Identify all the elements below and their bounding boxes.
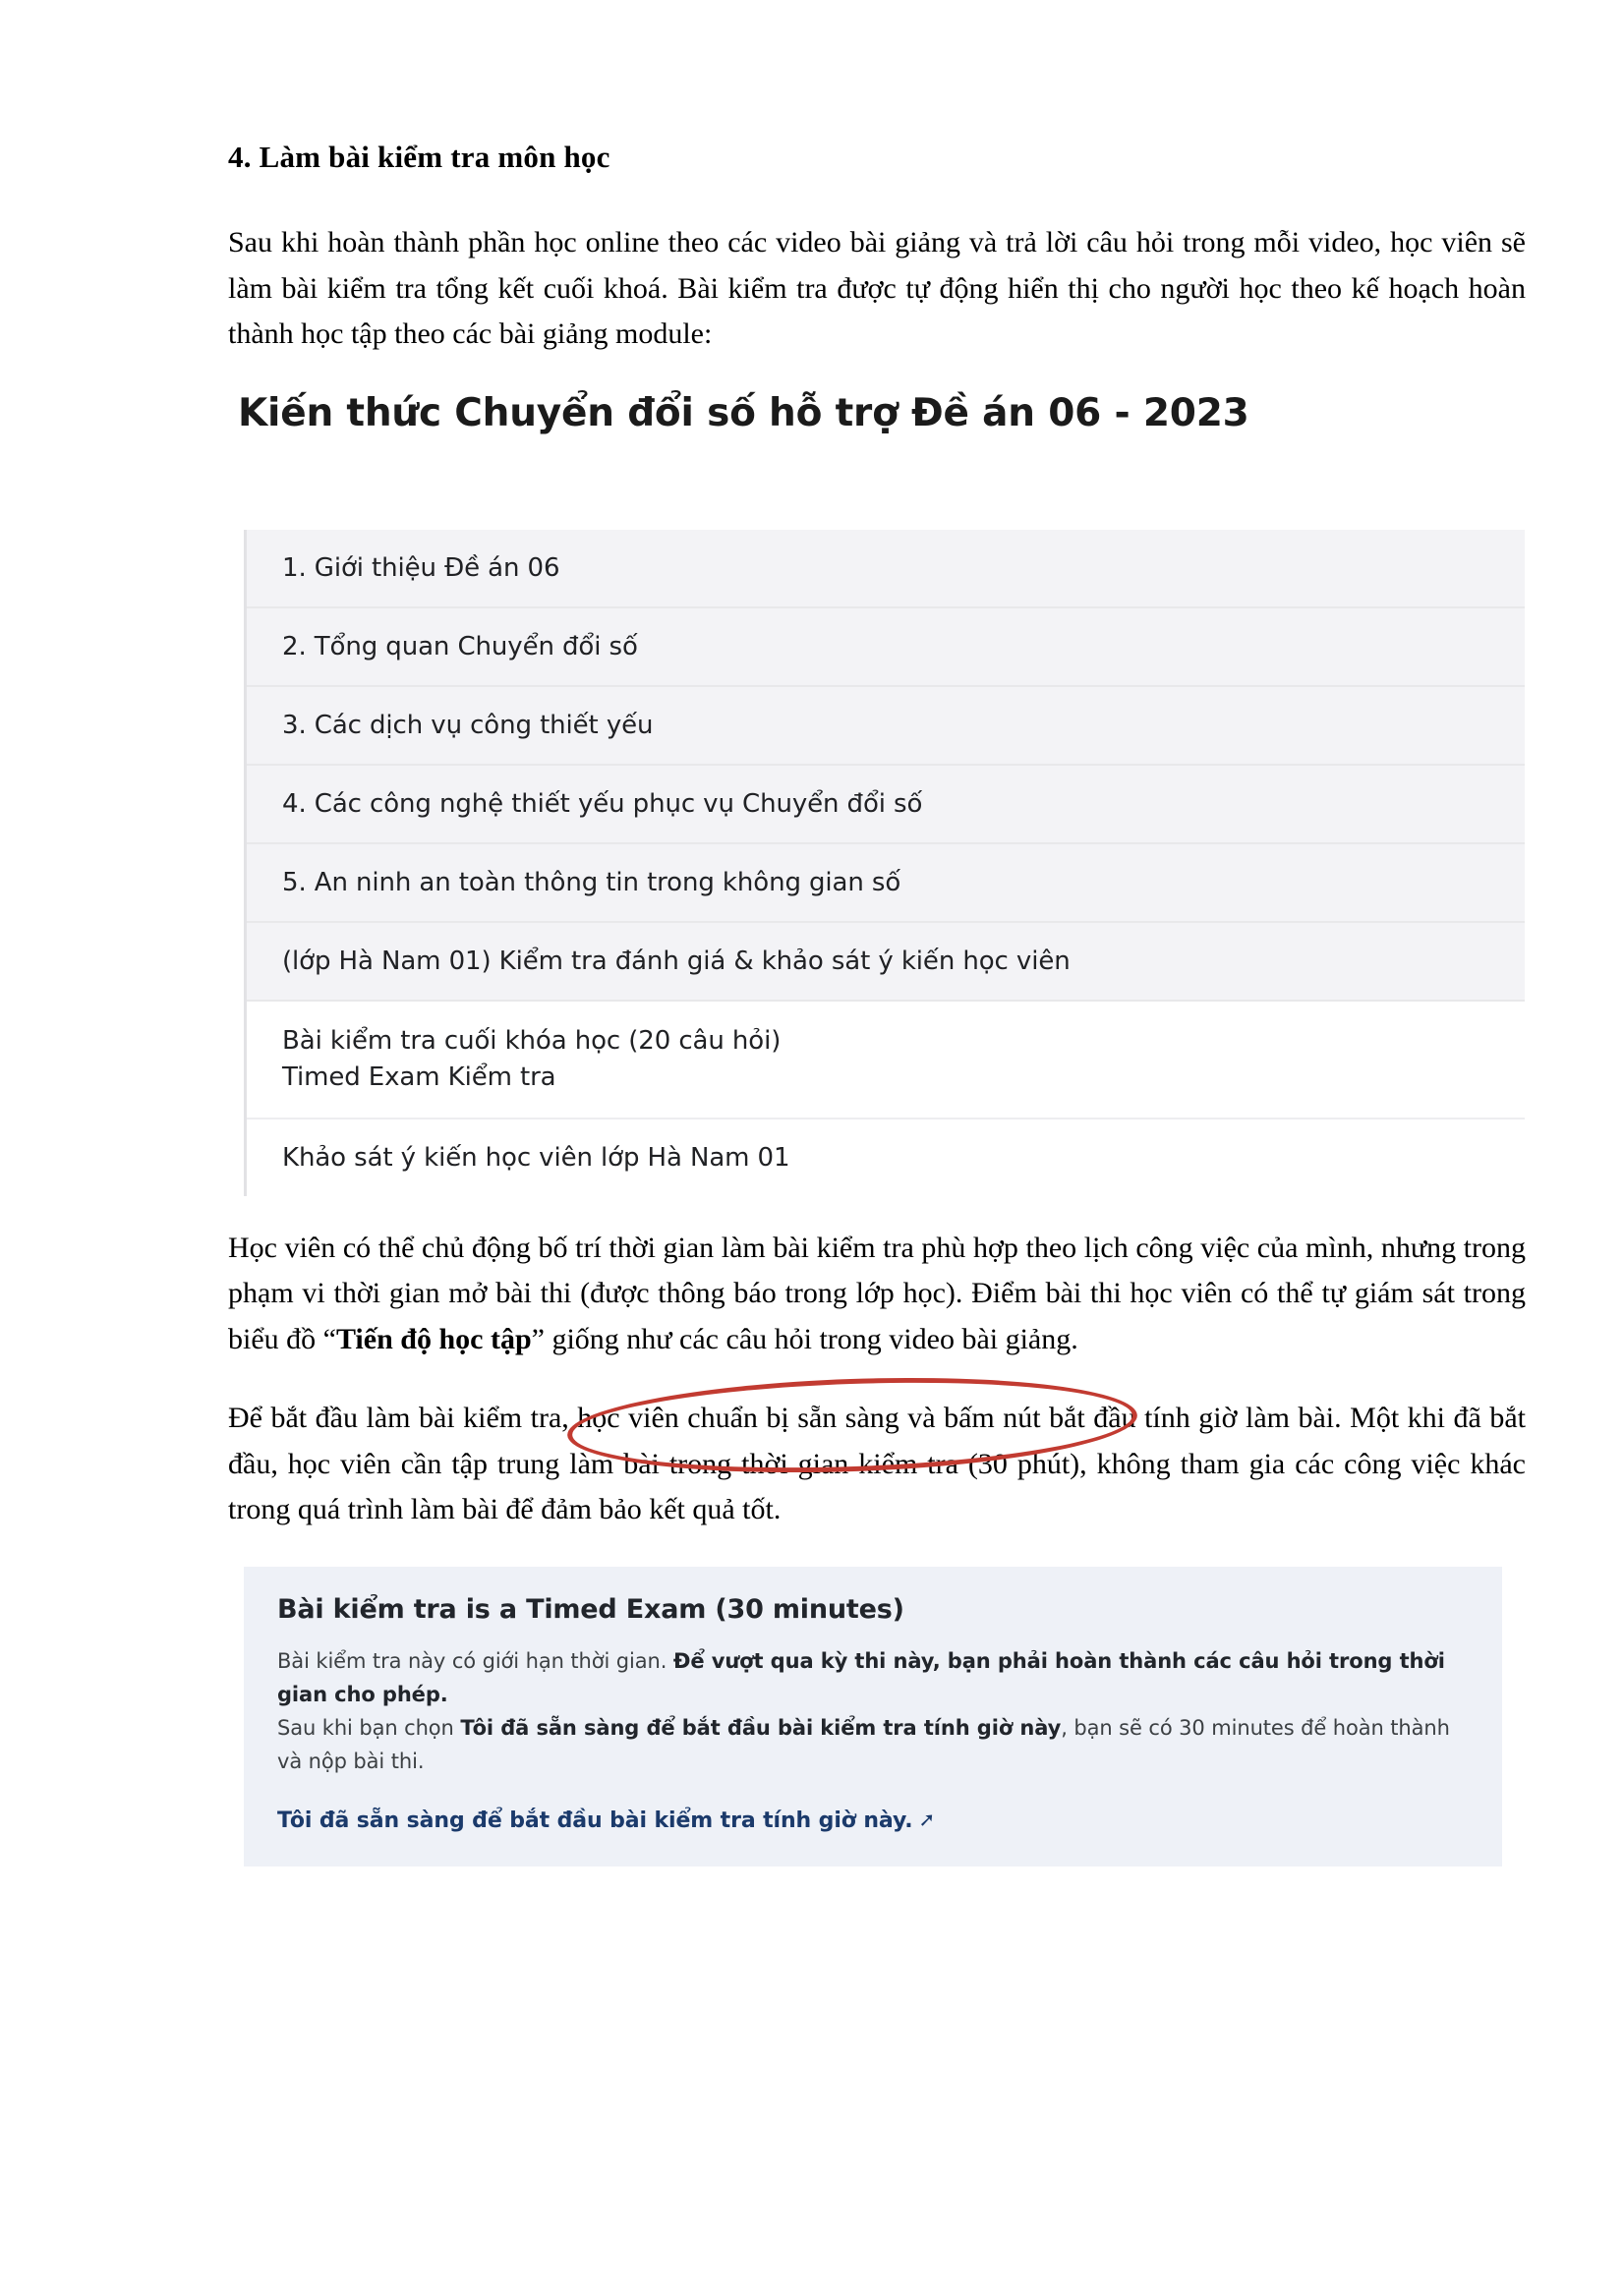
timed-exam-line1-bold: Để vượt qua kỳ thi này, bạn phải hoàn thành các câu hỏi trong thời gian cho phép. (277, 1648, 1445, 1706)
arrow-right-circle-icon: ➚ (918, 1807, 936, 1831)
list-item[interactable]: 5. An ninh an toàn thông tin trong không gian số (247, 844, 1525, 923)
timed-exam-description (277, 1644, 1469, 1778)
list-item[interactable]: 4. Các công nghệ thiết yếu phục vụ Chuyển đổi số (247, 766, 1525, 844)
module-list (244, 530, 1525, 1196)
list-item[interactable]: (lớp Hà Nam 01) Kiểm tra đánh giá & khảo sát ý kiến học viên (247, 923, 1525, 1002)
progress-paragraph (228, 1226, 1526, 1363)
list-item[interactable]: 3. Các dịch vụ công thiết yếu (247, 687, 1525, 766)
timed-exam-title: Bài kiểm tra is a Timed Exam (30 minutes) (277, 1593, 904, 1625)
timed-exam-line2-part1: Sau khi bạn chọn (277, 1715, 461, 1740)
timed-exam-line2-part2: , bạn sẽ có 30 minutes để hoàn thành và nộp bài thi. (277, 1715, 1450, 1773)
start-timed-exam-button[interactable] (277, 1808, 1469, 1833)
start-timed-exam-label: Tôi đã sẵn sàng để bắt đầu bài kiểm tra tính giờ này. (277, 1808, 913, 1833)
progress-paragraph-part1: Học viên có thể chủ động bố trí thời gian làm bài kiểm tra phù hợp theo lịch công việc của mình, nhưng trong phạm vi thời gian mở bài thi (được thông báo trong lớp học). Điểm bài thi học viên có thể tự giám sát trong biểu đồ “ (228, 1231, 1526, 1355)
list-item[interactable]: 2. Tổng quan Chuyển đổi số (247, 608, 1525, 687)
document-content (228, 138, 1526, 1866)
intro-paragraph: Sau khi hoàn thành phần học online theo các video bài giảng và trả lời câu hỏi trong mỗi video, học viên sẽ làm bài kiểm tra tổng kết cuối khoá. Bài kiểm tra được tự động hiển thị cho người học theo kế hoạch hoàn thành học tập theo các bài giảng module: (228, 226, 1526, 351)
progress-paragraph-part2: ” giống như các câu hỏi trong video bài giảng. (531, 1322, 1078, 1355)
list-item-survey[interactable]: Khảo sát ý kiến học viên lớp Hà Nam 01 (247, 1119, 1525, 1196)
start-exam-paragraph: Để bắt đầu làm bài kiểm tra, học viên chuẩn bị sẵn sàng và bấm nút bắt đầu tính giờ làm bài. Một khi đã bắt đầu, học viên cần tập trung làm bài trong thời gian kiểm tra (30 phút), không tham gia các công việc khác trong quá trình làm bài để đảm bảo kết quả tốt. (228, 1402, 1526, 1526)
course-list-screenshot (228, 391, 1526, 1196)
page-title: 4. Làm bài kiểm tra môn học (228, 140, 610, 174)
final-exam-sublabel: Timed Exam Kiểm tra (282, 1062, 556, 1092)
timed-exam-line2-bold: Tôi đã sẵn sàng để bắt đầu bài kiểm tra tính giờ này (460, 1715, 1062, 1740)
timed-exam-line1-part1: Bài kiểm tra này có giới hạn thời gian. (277, 1648, 673, 1673)
list-item[interactable]: 1. Giới thiệu Đề án 06 (247, 530, 1525, 608)
course-title: Kiến thức Chuyển đổi số hỗ trợ Đề án 06 - 2023 (238, 390, 1249, 435)
timed-exam-screenshot (244, 1567, 1502, 1866)
progress-paragraph-emphasis: Tiến độ học tập (335, 1322, 532, 1355)
final-exam-label: Bài kiểm tra cuối khóa học (20 câu hỏi) (282, 1025, 782, 1056)
list-item-final-exam[interactable] (247, 1002, 1525, 1119)
